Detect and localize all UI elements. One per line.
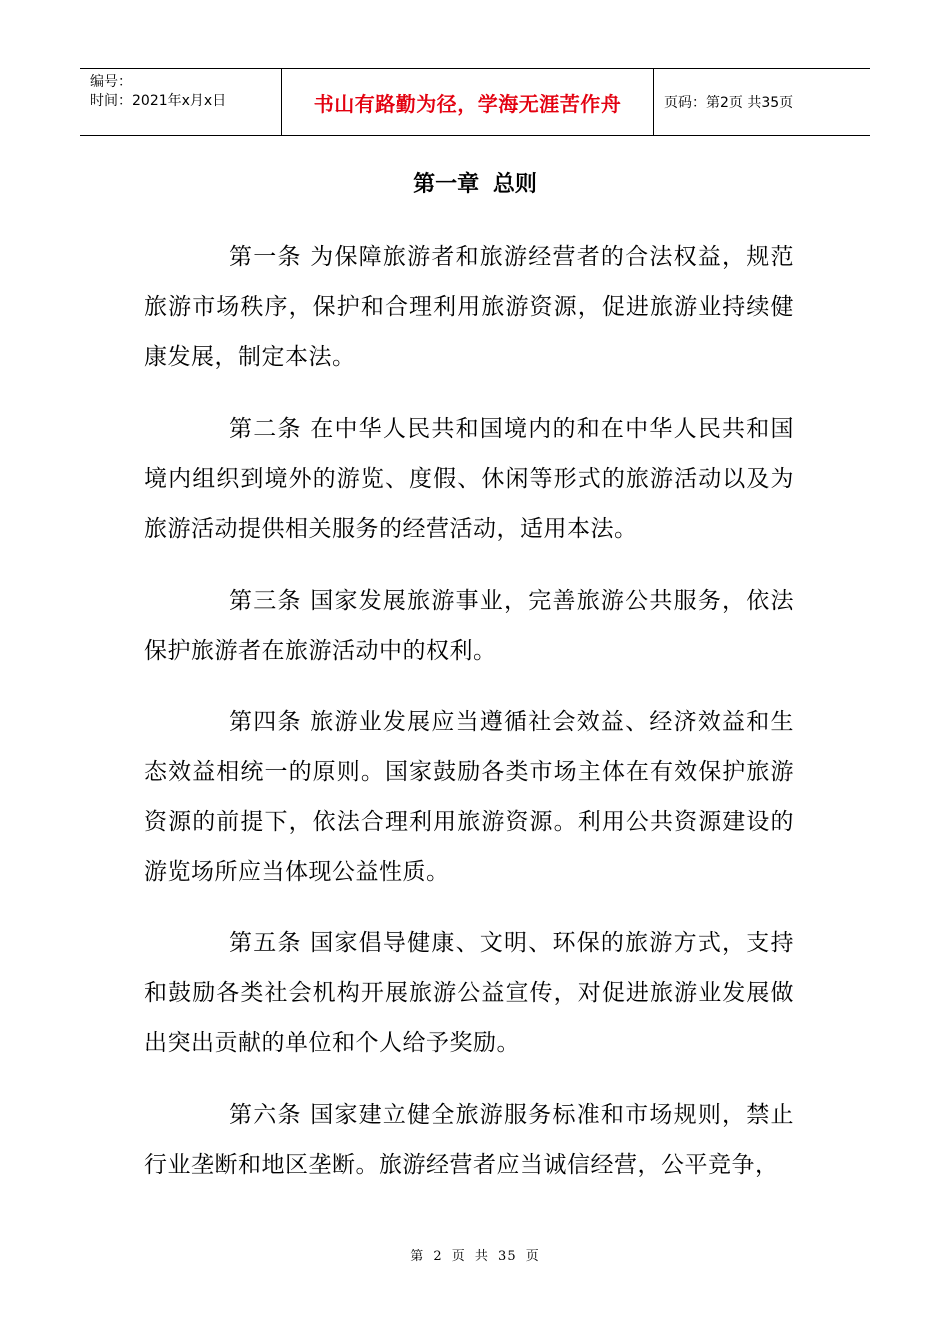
page-footer: 第 2 页 共 35 页 (410, 1249, 540, 1264)
article-paragraph: 第五条 国家倡导健康、文明、环保的旅游方式，支持和鼓励各类社会机构开展旅游公益宣传，对促进旅游业发展做出突出贡献的单位和个人给予奖励。 (144, 930, 794, 1056)
article-paragraph: 第四条 旅游业发展应当遵循社会效益、经济效益和生态效益相统一的原则。国家鼓励各类市场主体在有效保护旅游资源的前提下，依法合理利用旅游资源。利用公共资源建设的游览场所应当体现公益性质。 (144, 709, 794, 885)
article-paragraph: 第六条 国家建立健全旅游服务标准和市场规则，禁止行业垄断和地区垄断。旅游经营者应当诚信经营，公平竞争， (144, 1102, 794, 1178)
document-header (80, 68, 870, 136)
document-number-label: 编号： (90, 74, 132, 90)
document-date: 时间：2021年x月x日 (90, 93, 227, 109)
article-paragraph: 第二条 在中华人民共和国境内的和在中华人民共和国境内组织到境外的游览、度假、休闲等形式的旅游活动以及为旅游活动提供相关服务的经营活动，适用本法。 (144, 416, 794, 542)
header-meta-cell (80, 69, 282, 135)
header-page-info: 页码：第2页 共35页 (664, 95, 794, 111)
chapter-title: 第一章 总则 (413, 172, 537, 197)
header-motto: 书山有路勤为径，学海无涯苦作舟 (282, 69, 654, 135)
article-paragraph: 第一条 为保障旅游者和旅游经营者的合法权益，规范旅游市场秩序，保护和合理利用旅游资源，促进旅游业持续健康发展，制定本法。 (144, 244, 794, 370)
article-paragraph: 第三条 国家发展旅游事业，完善旅游公共服务，依法保护旅游者在旅游活动中的权利。 (144, 588, 794, 664)
